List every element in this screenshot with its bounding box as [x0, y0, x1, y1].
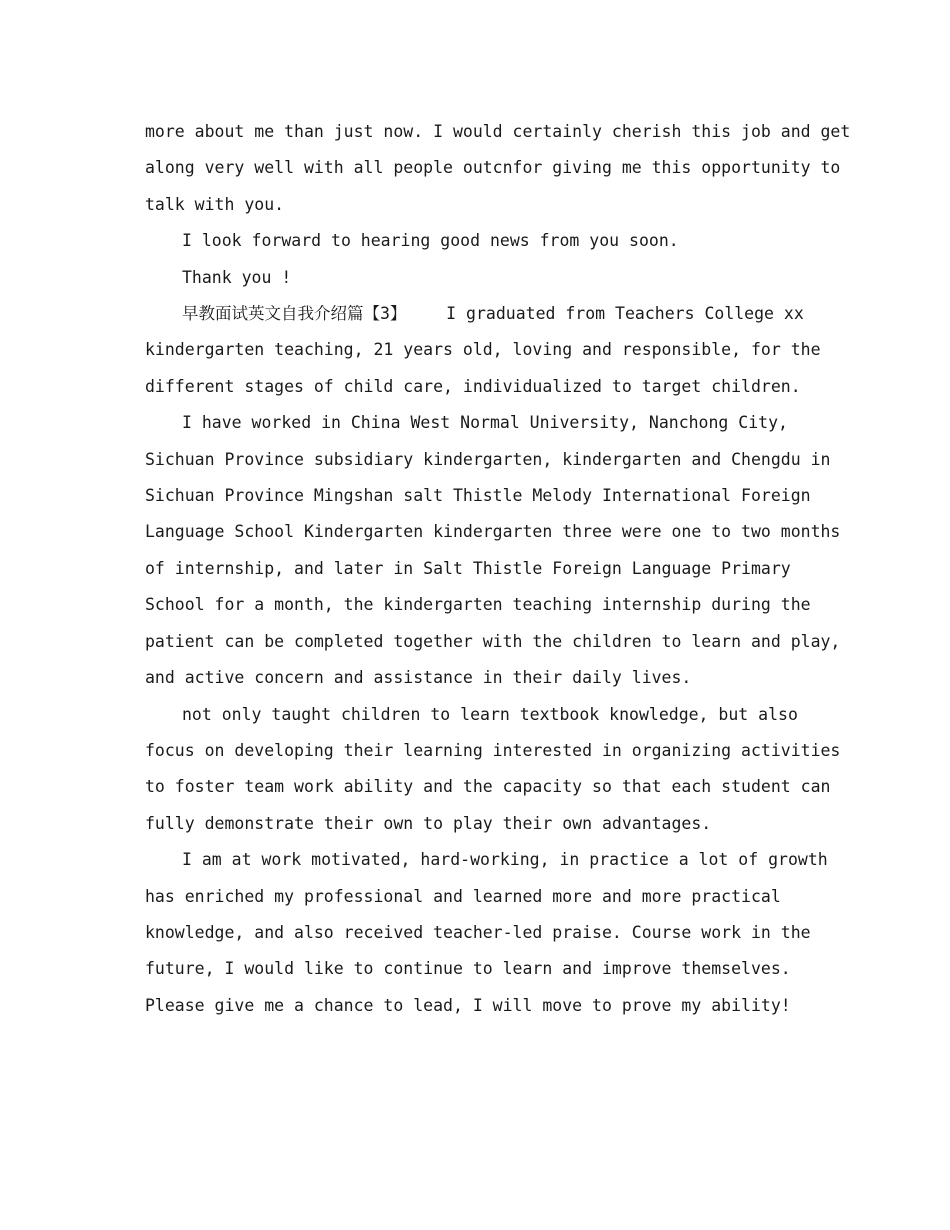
- text-line: I have worked in China West Normal University, Nanchong City,: [182, 413, 788, 433]
- text-line: Please give me a chance to lead, I will move to prove my ability!: [145, 995, 791, 1015]
- text-line: I am at work motivated, hard-working, in practice a lot of growth: [182, 850, 828, 870]
- text-line: to foster team work ability and the capacity so that each student can: [145, 777, 831, 797]
- text-line: Sichuan Province Mingshan salt Thistle Melody International Foreign: [145, 486, 811, 506]
- text-line: Language School Kindergarten kindergarten three were one to two months: [145, 522, 841, 542]
- text-line: more about me than just now. I would certainly cherish this job and get: [145, 122, 851, 141]
- text-line: fully demonstrate their own to play their own advantages.: [145, 813, 712, 833]
- text-line: and active concern and assistance in their daily lives.: [145, 668, 692, 688]
- text-line: Sichuan Province subsidiary kindergarten, kindergarten and Chengdu in: [145, 449, 831, 469]
- text-line: School for a month, the kindergarten teaching internship during the: [145, 595, 811, 615]
- text-line: along very well with all people outcnfor giving me this opportunity to: [145, 158, 841, 178]
- text-line: Thank you !: [182, 267, 292, 287]
- text-line: kindergarten teaching, 21 years old, loving and responsible, for the: [145, 340, 821, 360]
- text-line: different stages of child care, individualized to target children.: [145, 376, 801, 396]
- text-line: knowledge, and also received teacher-led praise. Course work in the: [145, 922, 811, 942]
- text-line: I look forward to hearing good news from you soon.: [182, 231, 679, 251]
- text-line: future, I would like to continue to learn and improve themselves.: [145, 959, 791, 979]
- text-line: not only taught children to learn textbook knowledge, but also: [182, 704, 798, 724]
- text-line: has enriched my professional and learned more and more practical: [145, 886, 781, 906]
- text-line: of internship, and later in Salt Thistle Foreign Language Primary: [145, 558, 791, 578]
- section-heading-line: 早教面试英文自我介绍篇【3】 I graduated from Teachers College xx: [182, 304, 804, 324]
- text-line: talk with you.: [145, 194, 285, 214]
- text-line: focus on developing their learning interested in organizing activities: [145, 740, 841, 760]
- document-body: [145, 114, 851, 1024]
- text-line: patient can be completed together with the children to learn and play,: [145, 631, 841, 651]
